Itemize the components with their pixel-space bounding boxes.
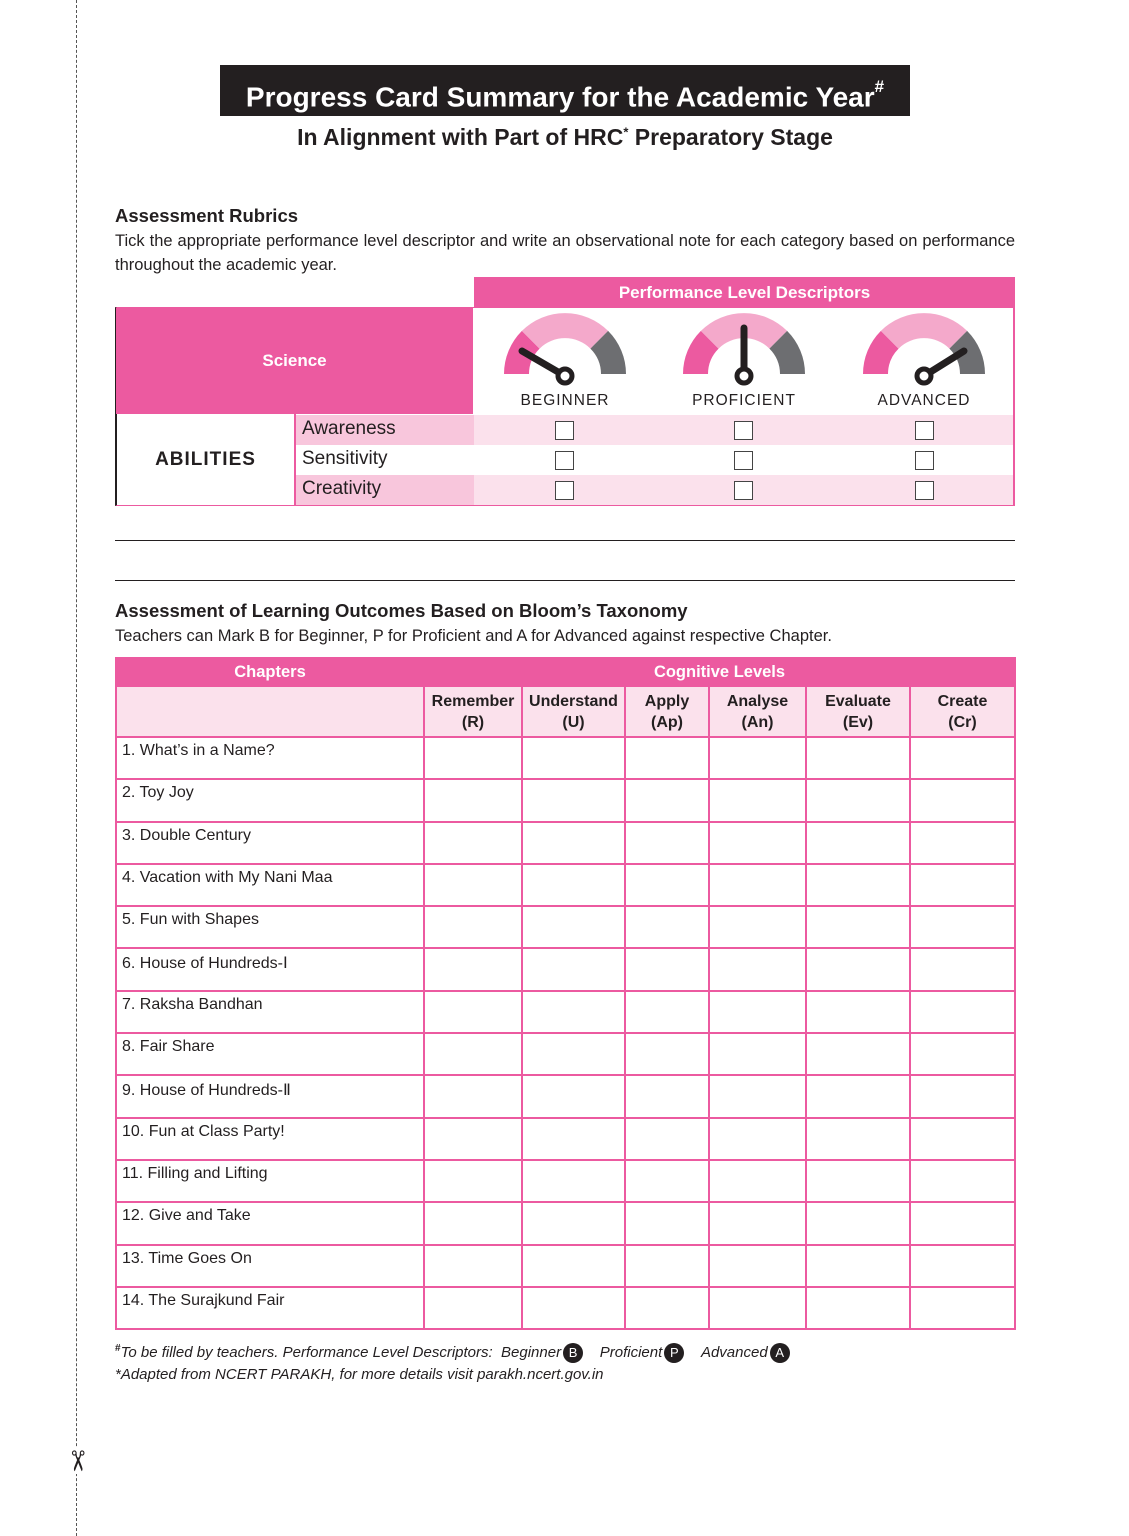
mark-cell-analyse[interactable] <box>709 948 806 990</box>
checkbox-creativity-proficient[interactable] <box>734 481 753 500</box>
level-abbr: (An) <box>741 713 774 731</box>
footnote-proficient: Proficient <box>599 1344 663 1361</box>
mark-cell-analyse[interactable] <box>709 737 806 779</box>
ability-label: Awareness <box>296 415 474 445</box>
mark-cell-evaluate[interactable] <box>806 822 910 864</box>
mark-cell-remember[interactable] <box>424 906 522 948</box>
title-mark: # <box>874 77 885 96</box>
chapter-row <box>116 1245 1015 1287</box>
chapter-row <box>116 864 1015 906</box>
proficient-code-badge: P <box>664 1343 684 1363</box>
mark-cell-create[interactable] <box>910 1118 1015 1160</box>
mark-cell-apply[interactable] <box>625 1287 709 1329</box>
chapter-row <box>116 1287 1015 1329</box>
mark-cell-evaluate[interactable] <box>806 1160 910 1202</box>
mark-cell-evaluate[interactable] <box>806 737 910 779</box>
level-remember <box>424 686 522 737</box>
mark-cell-create[interactable] <box>910 991 1015 1033</box>
chapter-row <box>116 906 1015 948</box>
mark-cell-apply[interactable] <box>625 906 709 948</box>
chapter-name: 5. Fun with Shapes <box>116 906 424 948</box>
ability-label: Creativity <box>296 475 474 505</box>
ability-row-sensitivity <box>296 445 1014 475</box>
mark-cell-analyse[interactable] <box>709 1202 806 1244</box>
mark-cell-evaluate[interactable] <box>806 1202 910 1244</box>
ability-row-awareness <box>296 415 1014 445</box>
chapter-row <box>116 1075 1015 1117</box>
mark-cell-create[interactable] <box>910 737 1015 779</box>
level-label-advanced: ADVANCED <box>877 392 971 409</box>
level-abbr: (U) <box>562 713 585 731</box>
level-apply <box>625 686 709 737</box>
chapter-row <box>116 779 1015 821</box>
gauge-icon-beginner <box>500 312 630 392</box>
mark-cell-analyse[interactable] <box>709 1118 806 1160</box>
mark-cell-remember[interactable] <box>424 948 522 990</box>
title-text: Progress Card Summary for the Academic Year <box>245 81 875 113</box>
mark-cell-analyse[interactable] <box>709 991 806 1033</box>
mark-cell-apply[interactable] <box>625 1118 709 1160</box>
level-name: Understand <box>529 692 618 710</box>
mark-cell-create[interactable] <box>910 864 1015 906</box>
chapter-row <box>116 737 1015 779</box>
page-title <box>220 65 910 116</box>
mark-cell-evaluate[interactable] <box>806 906 910 948</box>
mark-cell-analyse[interactable] <box>709 864 806 906</box>
level-abbr: (Ap) <box>651 713 683 731</box>
mark-cell-understand[interactable] <box>522 1118 625 1160</box>
chapter-row <box>116 1033 1015 1075</box>
mark-cell-remember[interactable] <box>424 1202 522 1244</box>
chapter-name: 1. What’s in a Name? <box>116 737 424 779</box>
level-name: Create <box>937 692 988 710</box>
footnote-beginner: Beginner <box>501 1344 562 1361</box>
mark-cell-apply[interactable] <box>625 822 709 864</box>
checkbox-awareness-proficient[interactable] <box>734 421 753 440</box>
subtitle-text-b: Preparatory Stage <box>628 124 833 150</box>
level-evaluate <box>806 686 910 737</box>
rubrics-description: Tick the appropriate performance level descriptor and write an observational note for each category based on performance throughout the academic year. <box>115 232 1015 274</box>
chapter-row <box>116 822 1015 864</box>
checkbox-awareness-advanced[interactable] <box>915 421 934 440</box>
mark-cell-remember[interactable] <box>424 1245 522 1287</box>
beginner-code-badge: B <box>563 1343 583 1363</box>
level-analyse <box>709 686 806 737</box>
level-abbr: (R) <box>461 713 485 731</box>
mark-cell-evaluate[interactable] <box>806 991 910 1033</box>
chapter-name: 4. Vacation with My Nani Maa <box>116 864 424 906</box>
mark-cell-analyse[interactable] <box>709 1245 806 1287</box>
mark-cell-remember[interactable] <box>424 1118 522 1160</box>
mark-cell-understand[interactable] <box>522 779 625 821</box>
mark-cell-understand[interactable] <box>522 1075 625 1117</box>
mark-cell-remember[interactable] <box>424 864 522 906</box>
mark-cell-understand[interactable] <box>522 1202 625 1244</box>
mark-cell-create[interactable] <box>910 822 1015 864</box>
level-abbr: (Ev) <box>842 713 874 731</box>
mark-cell-analyse[interactable] <box>709 1033 806 1075</box>
mark-cell-apply[interactable] <box>625 1160 709 1202</box>
mark-cell-apply[interactable] <box>625 1202 709 1244</box>
chapter-name: 14. The Surajkund Fair <box>116 1287 424 1329</box>
advanced-code-badge: A <box>770 1343 790 1363</box>
mark-cell-analyse[interactable] <box>709 1160 806 1202</box>
cognitive-levels-row <box>116 686 1015 737</box>
mark-cell-create[interactable] <box>910 1033 1015 1075</box>
mark-cell-remember[interactable] <box>424 1160 522 1202</box>
gauge-icon-advanced <box>859 312 989 392</box>
outcomes-heading: Assessment of Learning Outcomes Based on Bloom’s Taxonomy <box>115 600 688 621</box>
mark-cell-understand[interactable] <box>522 948 625 990</box>
mark-cell-analyse[interactable] <box>709 1075 806 1117</box>
level-create <box>910 686 1015 737</box>
outcomes-table <box>115 657 1016 1330</box>
page-subtitle <box>220 124 910 151</box>
subtitle-text-a: In Alignment with Part of HRC <box>297 124 624 150</box>
chapter-row <box>116 1118 1015 1160</box>
chapter-row <box>116 1160 1015 1202</box>
mark-cell-evaluate[interactable] <box>806 1245 910 1287</box>
mark-cell-apply[interactable] <box>625 737 709 779</box>
mark-cell-create[interactable] <box>910 1202 1015 1244</box>
mark-cell-evaluate[interactable] <box>806 1033 910 1075</box>
mark-cell-remember[interactable] <box>424 779 522 821</box>
outcomes-description: Teachers can Mark B for Beginner, P for Proficient and A for Advanced against respective Chapter. <box>115 627 832 645</box>
note-line[interactable] <box>115 580 1015 581</box>
mark-cell-create[interactable] <box>910 1287 1015 1329</box>
mark-cell-evaluate[interactable] <box>806 1118 910 1160</box>
mark-cell-remember[interactable] <box>424 1287 522 1329</box>
mark-cell-apply[interactable] <box>625 1033 709 1075</box>
mark-cell-understand[interactable] <box>522 991 625 1033</box>
mark-cell-understand[interactable] <box>522 1033 625 1075</box>
mark-cell-evaluate[interactable] <box>806 948 910 990</box>
cognitive-levels-header: Cognitive Levels <box>424 658 1015 686</box>
checkbox-creativity-beginner[interactable] <box>555 481 574 500</box>
chapter-name: 13. Time Goes On <box>116 1245 424 1287</box>
chapter-name: 12. Give and Take <box>116 1202 424 1244</box>
checkbox-creativity-advanced[interactable] <box>915 481 934 500</box>
chapter-rows <box>116 737 1015 1329</box>
mark-cell-understand[interactable] <box>522 864 625 906</box>
mark-cell-apply[interactable] <box>625 779 709 821</box>
chapters-subheader <box>116 686 424 737</box>
level-abbr: (Cr) <box>948 713 977 731</box>
level-name: Apply <box>644 692 690 710</box>
mark-cell-create[interactable] <box>910 1245 1015 1287</box>
chapter-name: 8. Fair Share <box>116 1033 424 1075</box>
footnote-text: To be filled by teachers. Performance Level Descriptors: <box>120 1344 493 1361</box>
ability-label: Sensitivity <box>302 448 388 469</box>
gauge-icon-proficient <box>679 312 809 392</box>
mark-cell-evaluate[interactable] <box>806 779 910 821</box>
abilities-label: ABILITIES <box>155 449 256 470</box>
mark-cell-understand[interactable] <box>522 1287 625 1329</box>
checkbox-sensitivity-proficient[interactable] <box>734 451 753 470</box>
mark-cell-apply[interactable] <box>625 864 709 906</box>
chapter-name: 9. House of Hundreds-Ⅱ <box>116 1075 424 1117</box>
level-label-proficient: PROFICIENT <box>692 392 796 409</box>
footnote-fill <box>115 1343 790 1363</box>
chapter-name: 11. Filling and Lifting <box>116 1160 424 1202</box>
rubric-right-border <box>1013 307 1015 506</box>
mark-cell-remember[interactable] <box>424 991 522 1033</box>
mark-cell-remember[interactable] <box>424 1075 522 1117</box>
chapter-name: 2. Toy Joy <box>116 779 424 821</box>
mark-cell-remember[interactable] <box>424 822 522 864</box>
cut-line <box>76 0 77 1536</box>
chapter-name: 3. Double Century <box>116 822 424 864</box>
subtitle-mark: * <box>623 124 629 140</box>
mark-cell-create[interactable] <box>910 948 1015 990</box>
level-name: Evaluate <box>825 692 891 710</box>
mark-cell-evaluate[interactable] <box>806 864 910 906</box>
footnote-advanced: Advanced <box>700 1344 768 1361</box>
chapter-name: 6. House of Hundreds-Ⅰ <box>116 948 424 990</box>
level-label-beginner: BEGINNER <box>520 392 610 409</box>
performance-descriptors-header: Performance Level Descriptors <box>474 277 1015 308</box>
scissors-icon: ✂ <box>61 1449 94 1473</box>
mark-cell-analyse[interactable] <box>709 822 806 864</box>
mark-cell-remember[interactable] <box>424 737 522 779</box>
checkbox-sensitivity-advanced[interactable] <box>915 451 934 470</box>
footnote-source: *Adapted from NCERT PARAKH, for more details visit parakh.ncert.gov.in <box>115 1366 604 1383</box>
mark-cell-understand[interactable] <box>522 822 625 864</box>
mark-cell-understand[interactable] <box>522 1160 625 1202</box>
mark-cell-create[interactable] <box>910 906 1015 948</box>
mark-cell-apply[interactable] <box>625 948 709 990</box>
mark-cell-create[interactable] <box>910 1075 1015 1117</box>
mark-cell-understand[interactable] <box>522 1245 625 1287</box>
footnote-mark: # <box>115 1343 121 1354</box>
chapter-name: 10. Fun at Class Party! <box>116 1118 424 1160</box>
mark-cell-apply[interactable] <box>625 991 709 1033</box>
mark-cell-understand[interactable] <box>522 737 625 779</box>
mark-cell-evaluate[interactable] <box>806 1075 910 1117</box>
chapter-name: 7. Raksha Bandhan <box>116 991 424 1033</box>
level-name: Analyse <box>726 692 789 710</box>
note-line[interactable] <box>115 540 1015 541</box>
checkbox-sensitivity-beginner[interactable] <box>555 451 574 470</box>
mark-cell-understand[interactable] <box>522 906 625 948</box>
ability-row-creativity <box>296 475 1014 505</box>
mark-cell-analyse[interactable] <box>709 1287 806 1329</box>
level-name: Remember <box>431 692 515 710</box>
mark-cell-apply[interactable] <box>625 1075 709 1117</box>
level-understand <box>522 686 625 737</box>
chapter-row <box>116 1202 1015 1244</box>
mark-cell-remember[interactable] <box>424 1033 522 1075</box>
mark-cell-apply[interactable] <box>625 1245 709 1287</box>
rubrics-heading: Assessment Rubrics <box>115 205 299 226</box>
mark-cell-create[interactable] <box>910 779 1015 821</box>
checkbox-awareness-beginner[interactable] <box>555 421 574 440</box>
chapters-header: Chapters <box>116 658 424 686</box>
mark-cell-analyse[interactable] <box>709 906 806 948</box>
chapter-row <box>116 991 1015 1033</box>
chapter-row <box>116 948 1015 990</box>
subject-cell: Science <box>116 308 473 414</box>
mark-cell-analyse[interactable] <box>709 779 806 821</box>
mark-cell-create[interactable] <box>910 1160 1015 1202</box>
mark-cell-evaluate[interactable] <box>806 1287 910 1329</box>
